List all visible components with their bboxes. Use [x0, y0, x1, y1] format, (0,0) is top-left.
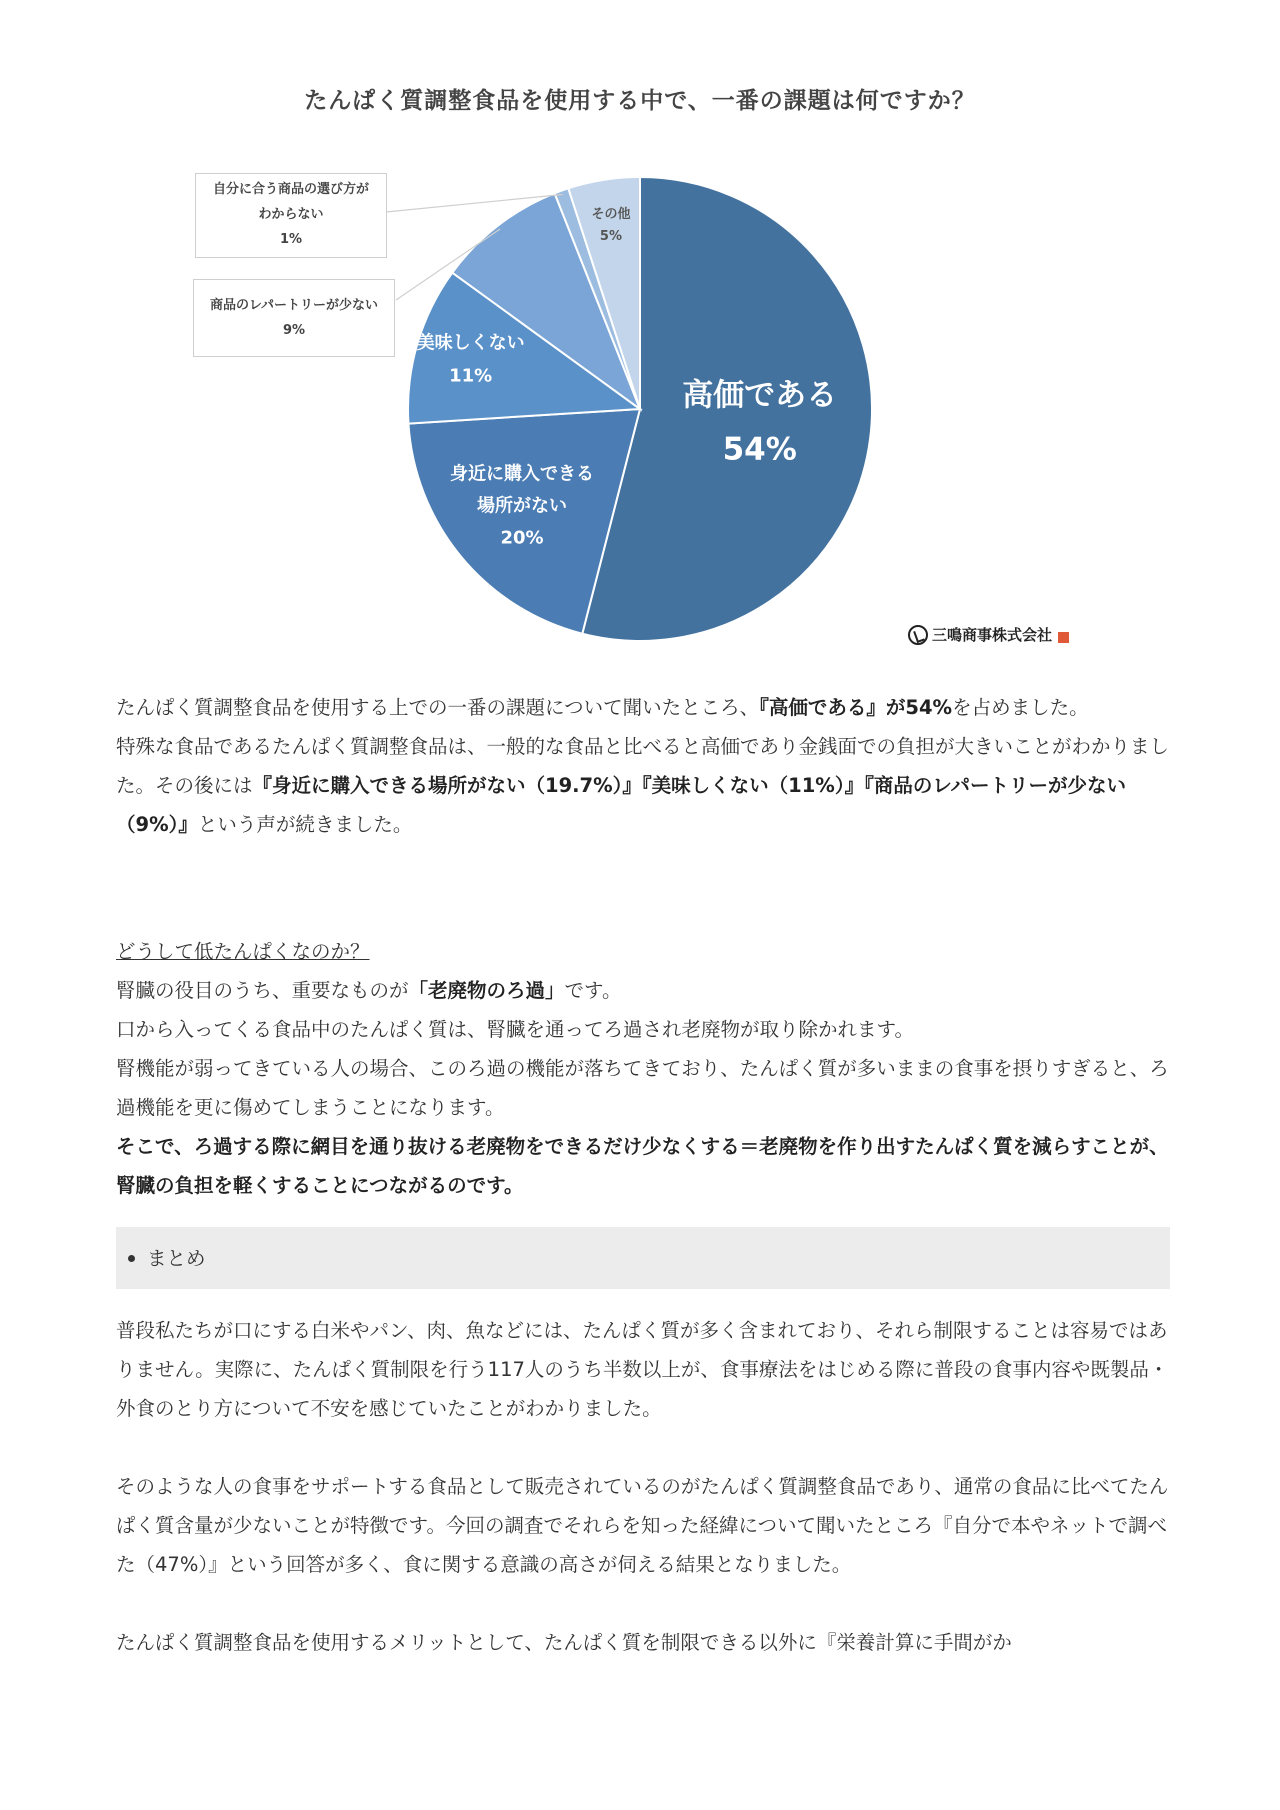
- callout-choose-product-line1: 自分に合う商品の選び方が: [212, 182, 369, 197]
- slice-not-tasty-label: 美味しくない: [416, 332, 525, 354]
- paragraph-weak-kidney: 腎機能が弱ってきている人の場合、このろ過の機能が落ちてきており、たんぱく質が多いままの食事を摂りすぎると、ろ過機能を更に傷めてしまうことになります。: [116, 1057, 1169, 1119]
- summary-heading-bar: [116, 1227, 1170, 1289]
- article-body: [116, 688, 1170, 1662]
- paragraph-protein-filtered: 口から入ってくる食品中のたんぱく質は、腎臓を通ってろ過され老廃物が取り除かれます。: [116, 1018, 914, 1041]
- logo-text: 三鳴商事株式会社: [932, 626, 1053, 644]
- paragraph-main-issue: [116, 688, 1170, 727]
- paragraph-summary-3: たんぱく質調整食品を使用するメリットとして、たんぱく質を制限できる以外に『栄養計算に手間がか: [116, 1631, 1012, 1654]
- summary-label: まとめ: [147, 1246, 206, 1270]
- text-span: という声が続きました。: [197, 813, 413, 836]
- slice-expensive-pct-label: 54%: [722, 431, 797, 468]
- text-span: を占めました。: [952, 696, 1089, 719]
- paragraph-reduce-protein: そこで、ろ過する際に網目を通り抜ける老廃物をできるだけ少なくする＝老廃物を作り出すたんぱく質を減らすことが、腎臓の負担を軽くすることにつながるのです。: [116, 1135, 1169, 1197]
- emphasis-expensive: 『高価である』が54%: [759, 696, 953, 719]
- slice-expensive-label: 高価である: [682, 377, 838, 414]
- emphasis-other-issues: 『身近に購入できる場所がない（19.7%）』『美味しくない（11%）』『商品のレパートリーが少ない（9%）』: [116, 774, 1126, 836]
- emphasis-waste-filtration: 「老廃物のろ過」: [408, 979, 565, 1002]
- slice-not-tasty-pct-label: 11%: [449, 365, 493, 387]
- text-span: 腎臓の役目のうち、重要なものが: [116, 979, 409, 1002]
- text-span: たんぱく質調整食品を使用する上での一番の課題について聞いたところ、: [116, 696, 760, 719]
- logo-mark-icon: [908, 625, 928, 645]
- text-span: 特殊な食品であるたんぱく質調整食品は、一般的な食品と比べると高価であり金銭面での負担が大きいことがわかりました。その後には: [116, 735, 1170, 797]
- callout-repertoire: [193, 279, 395, 357]
- paragraph-summary-2: そのような人の食事をサポートする食品として販売されているのがたんぱく質調整食品であり、通常の食品に比べてたんぱく質含量が少ないことが特徴です。今回の調査でそれらを知った経緯について聞いたところ『自分で本やネットで調べた（47%）』という回答が多く、食に関する意識の高さが伺える結果となりました。: [116, 1475, 1169, 1576]
- text-span: です。: [564, 979, 622, 1002]
- callout-repertoire-pct: 9%: [282, 323, 306, 338]
- callout-choose-product-pct: 1%: [279, 232, 303, 247]
- paragraph-summary-1: 普段私たちが口にする白米やパン、肉、魚などには、たんぱく質が多く含まれており、それら制限することは容易ではありません。実際に、たんぱく質制限を行う117人のうち半数以上が、食事療法をはじめる際に普段の食事内容や既製品・外食のとり方について不安を感じていたことがわかりました。: [116, 1319, 1169, 1420]
- pie-chart: [0, 0, 1280, 670]
- chart-title: たんぱく質調整食品を使用する中で、一番の課題は何ですか？: [304, 88, 976, 114]
- slice-no-store-nearby-label: 場所がない: [477, 495, 568, 517]
- company-logo: [908, 624, 1069, 645]
- bullet-icon: [128, 1255, 135, 1262]
- paragraph-kidney-role: [116, 971, 1170, 1010]
- slice-no-store-nearby-label: 身近に購入できる: [450, 463, 595, 485]
- callout-repertoire-line1: 商品のレパートリーが少ない: [209, 298, 379, 313]
- paragraph-following-issues: [116, 727, 1170, 844]
- slice-other-label: その他: [591, 207, 631, 223]
- slice-no-store-nearby-pct-label: 20%: [500, 527, 544, 549]
- section-heading-why-low-protein: どうして低たんぱくなのか？: [116, 940, 370, 963]
- pie-chart-figure: [0, 0, 1280, 670]
- callout-choose-product: [195, 173, 387, 258]
- callout-choose-product-line2: わからない: [258, 207, 324, 222]
- slice-other-pct-label: 5%: [599, 229, 623, 245]
- logo-stamp-icon: [1058, 632, 1069, 643]
